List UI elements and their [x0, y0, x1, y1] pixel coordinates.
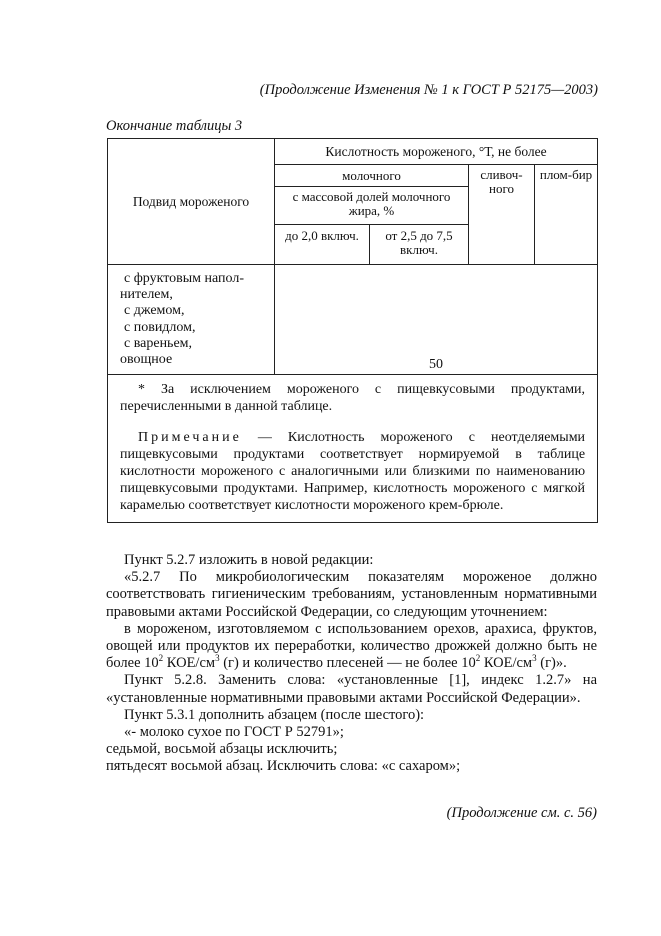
para-remove-7-8: седьмой, восьмой абзацы исключить; — [106, 741, 338, 758]
body-text — [106, 552, 597, 776]
note-text: — Кислотность мороженого с неотделяемыми пищевкусовыми продуктами соответствует нормируемой в таблице кислотности мороженого с аналогичными или близкими по наименованию пищевкусовыми продуктами. Например, кислотность мороженого с мягкой карамелью соответствует кислотности мороженого крем-брюле. — [120, 430, 586, 513]
header-cream: сливоч-ного — [469, 165, 535, 265]
kind-item: с повидлом, — [124, 319, 196, 335]
para-milk-powder: «- молоко сухое по ГОСТ Р 52791»; — [124, 724, 344, 741]
table-caption: Окончание таблицы 3 — [106, 118, 243, 134]
para-5-3-1: Пункт 5.3.1 дополнить абзацем (после шестого): — [124, 706, 425, 723]
acidity-table — [107, 138, 598, 523]
header-upto-2: до 2,0 включ. — [275, 225, 370, 265]
kind-item: овощное — [120, 352, 173, 368]
para-5-2-7-intro: Пункт 5.2.7 изложить в новой редакции: — [124, 552, 374, 568]
kind-item: с фруктовым напол- — [124, 271, 245, 286]
header-milk: молочного — [275, 165, 469, 187]
kind-item: с вареньем, — [124, 335, 193, 351]
header-plombir: плом-бир — [535, 165, 598, 265]
header-milk-fat: с массовой долей молочного жира, % — [275, 187, 469, 225]
running-header: (Продолжение Изменения № 1 к ГОСТ Р 52175—2003) — [259, 82, 598, 98]
acidity-value: 50 — [275, 265, 598, 375]
kind-item: нителем, — [120, 287, 173, 303]
para-microbiology: в мороженом, изготовляемом с использованием орехов, арахиса, фруктов, овощей или продуктов их переработки, количество дрожжей должно быть не более $10^2$ КОЕ/$см^3$ (г) и количество плесеней — не более $10^2$ КОЕ/$см^3$ (г)». — [106, 620, 597, 672]
para-58: пятьдесят восьмой абзац. Исключить слова: «с сахаром»; — [106, 758, 461, 775]
note-label: Примечание — [138, 430, 242, 445]
kind-list — [108, 265, 275, 375]
table-footnote: * За исключением мороженого с пищевкусовыми продуктами, перечисленными в данной таблице. — [120, 382, 586, 414]
table-notes — [108, 375, 598, 523]
kind-item: с джемом, — [124, 303, 185, 319]
header-acidity: Кислотность мороженого, °Т, не более — [275, 139, 598, 165]
para-5-2-8: Пункт 5.2.8. Заменить слова: «установленные [1], индекс 1.2.7» на «установленные нормативными правовыми актами Российской Федерации». — [106, 672, 597, 706]
continuation-footer: (Продолжение см. с. 56) — [446, 805, 597, 821]
header-kind: Подвид мороженого — [108, 139, 275, 265]
para-5-2-7: «5.2.7 По микробиологическим показателям мороженое должно соответствовать гигиеническим требованиям, установленным нормативными правовыми актами Российской Федерации, со следующим уточнением: — [106, 569, 597, 620]
header-range-2-5-7-5: от 2,5 до 7,5 включ. — [370, 225, 469, 265]
